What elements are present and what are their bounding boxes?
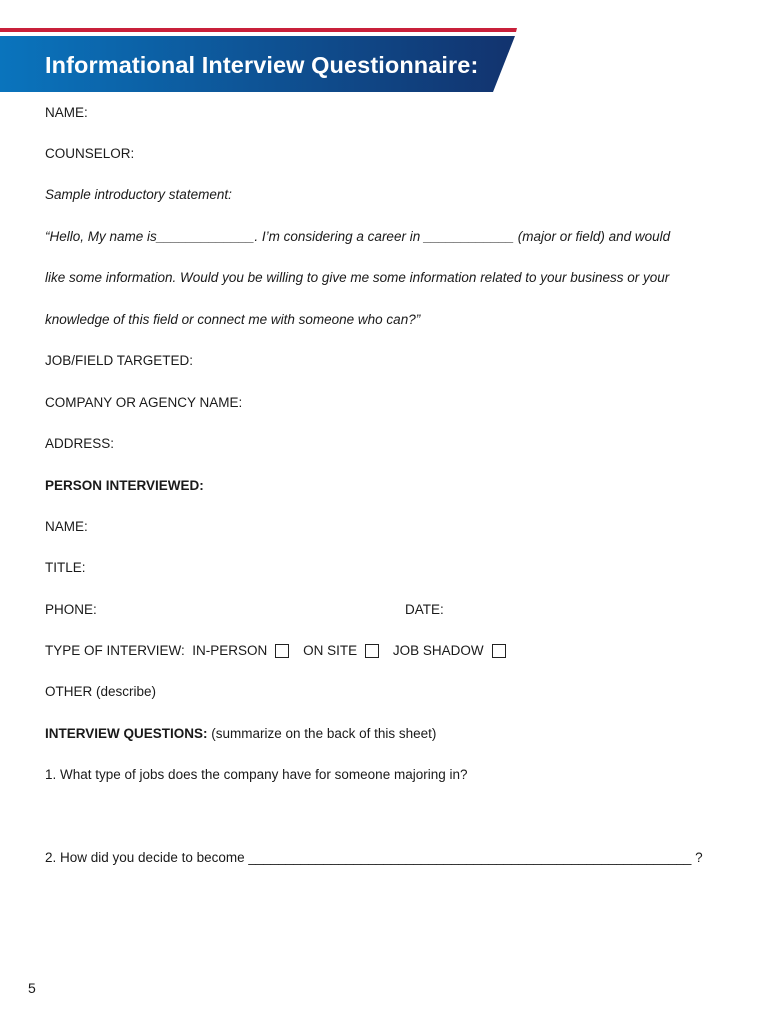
address-label: ADDRESS: <box>45 436 115 451</box>
interview-type-label: TYPE OF INTERVIEW: <box>45 643 185 658</box>
interview-questions-note: (summarize on the back of this sheet) <box>211 726 437 741</box>
option-job-shadow-label: JOB SHADOW <box>392 643 484 658</box>
job-shadow-checkbox[interactable] <box>492 644 506 658</box>
question-2: 2. How did you decide to become ___________________________________________________________ ? <box>45 850 703 865</box>
other-describe-label: OTHER (describe) <box>45 684 157 699</box>
title-label: TITLE: <box>45 560 86 575</box>
person-name-label: NAME: <box>45 519 88 534</box>
sample-statement-heading: Sample introductory statement: <box>45 187 232 202</box>
job-field-label: JOB/FIELD TARGETED: <box>45 353 194 368</box>
company-name-label: COMPANY OR AGENCY NAME: <box>45 395 243 410</box>
statement-line-2: like some information. Would you be willing to give me some information related to your business or your <box>45 270 670 285</box>
page-number: 5 <box>28 980 36 996</box>
interview-type-row <box>45 642 516 660</box>
page-title: Informational Interview Questionnaire: <box>45 52 479 78</box>
option-in-person-label: IN-PERSON <box>192 643 268 658</box>
question-1: 1. What type of jobs does the company have for someone majoring in? <box>45 767 468 782</box>
in-person-checkbox[interactable] <box>275 644 289 658</box>
date-label: DATE: <box>405 602 444 617</box>
counselor-field-label: COUNSELOR: <box>45 146 135 161</box>
option-on-site-label: ON SITE <box>303 643 358 658</box>
interview-questions-heading: INTERVIEW QUESTIONS: <box>45 726 208 741</box>
on-site-checkbox[interactable] <box>365 644 379 658</box>
phone-label: PHONE: <box>45 602 97 617</box>
statement-line-1: “Hello, My name is_____________. I’m considering a career in ____________ (major or field) and would <box>45 229 671 244</box>
person-interviewed-heading: PERSON INTERVIEWED: <box>45 478 204 493</box>
statement-line-3: knowledge of this field or connect me with someone who can?” <box>45 312 421 327</box>
interview-questions-row <box>45 725 436 743</box>
name-field-label: NAME: <box>45 105 88 120</box>
